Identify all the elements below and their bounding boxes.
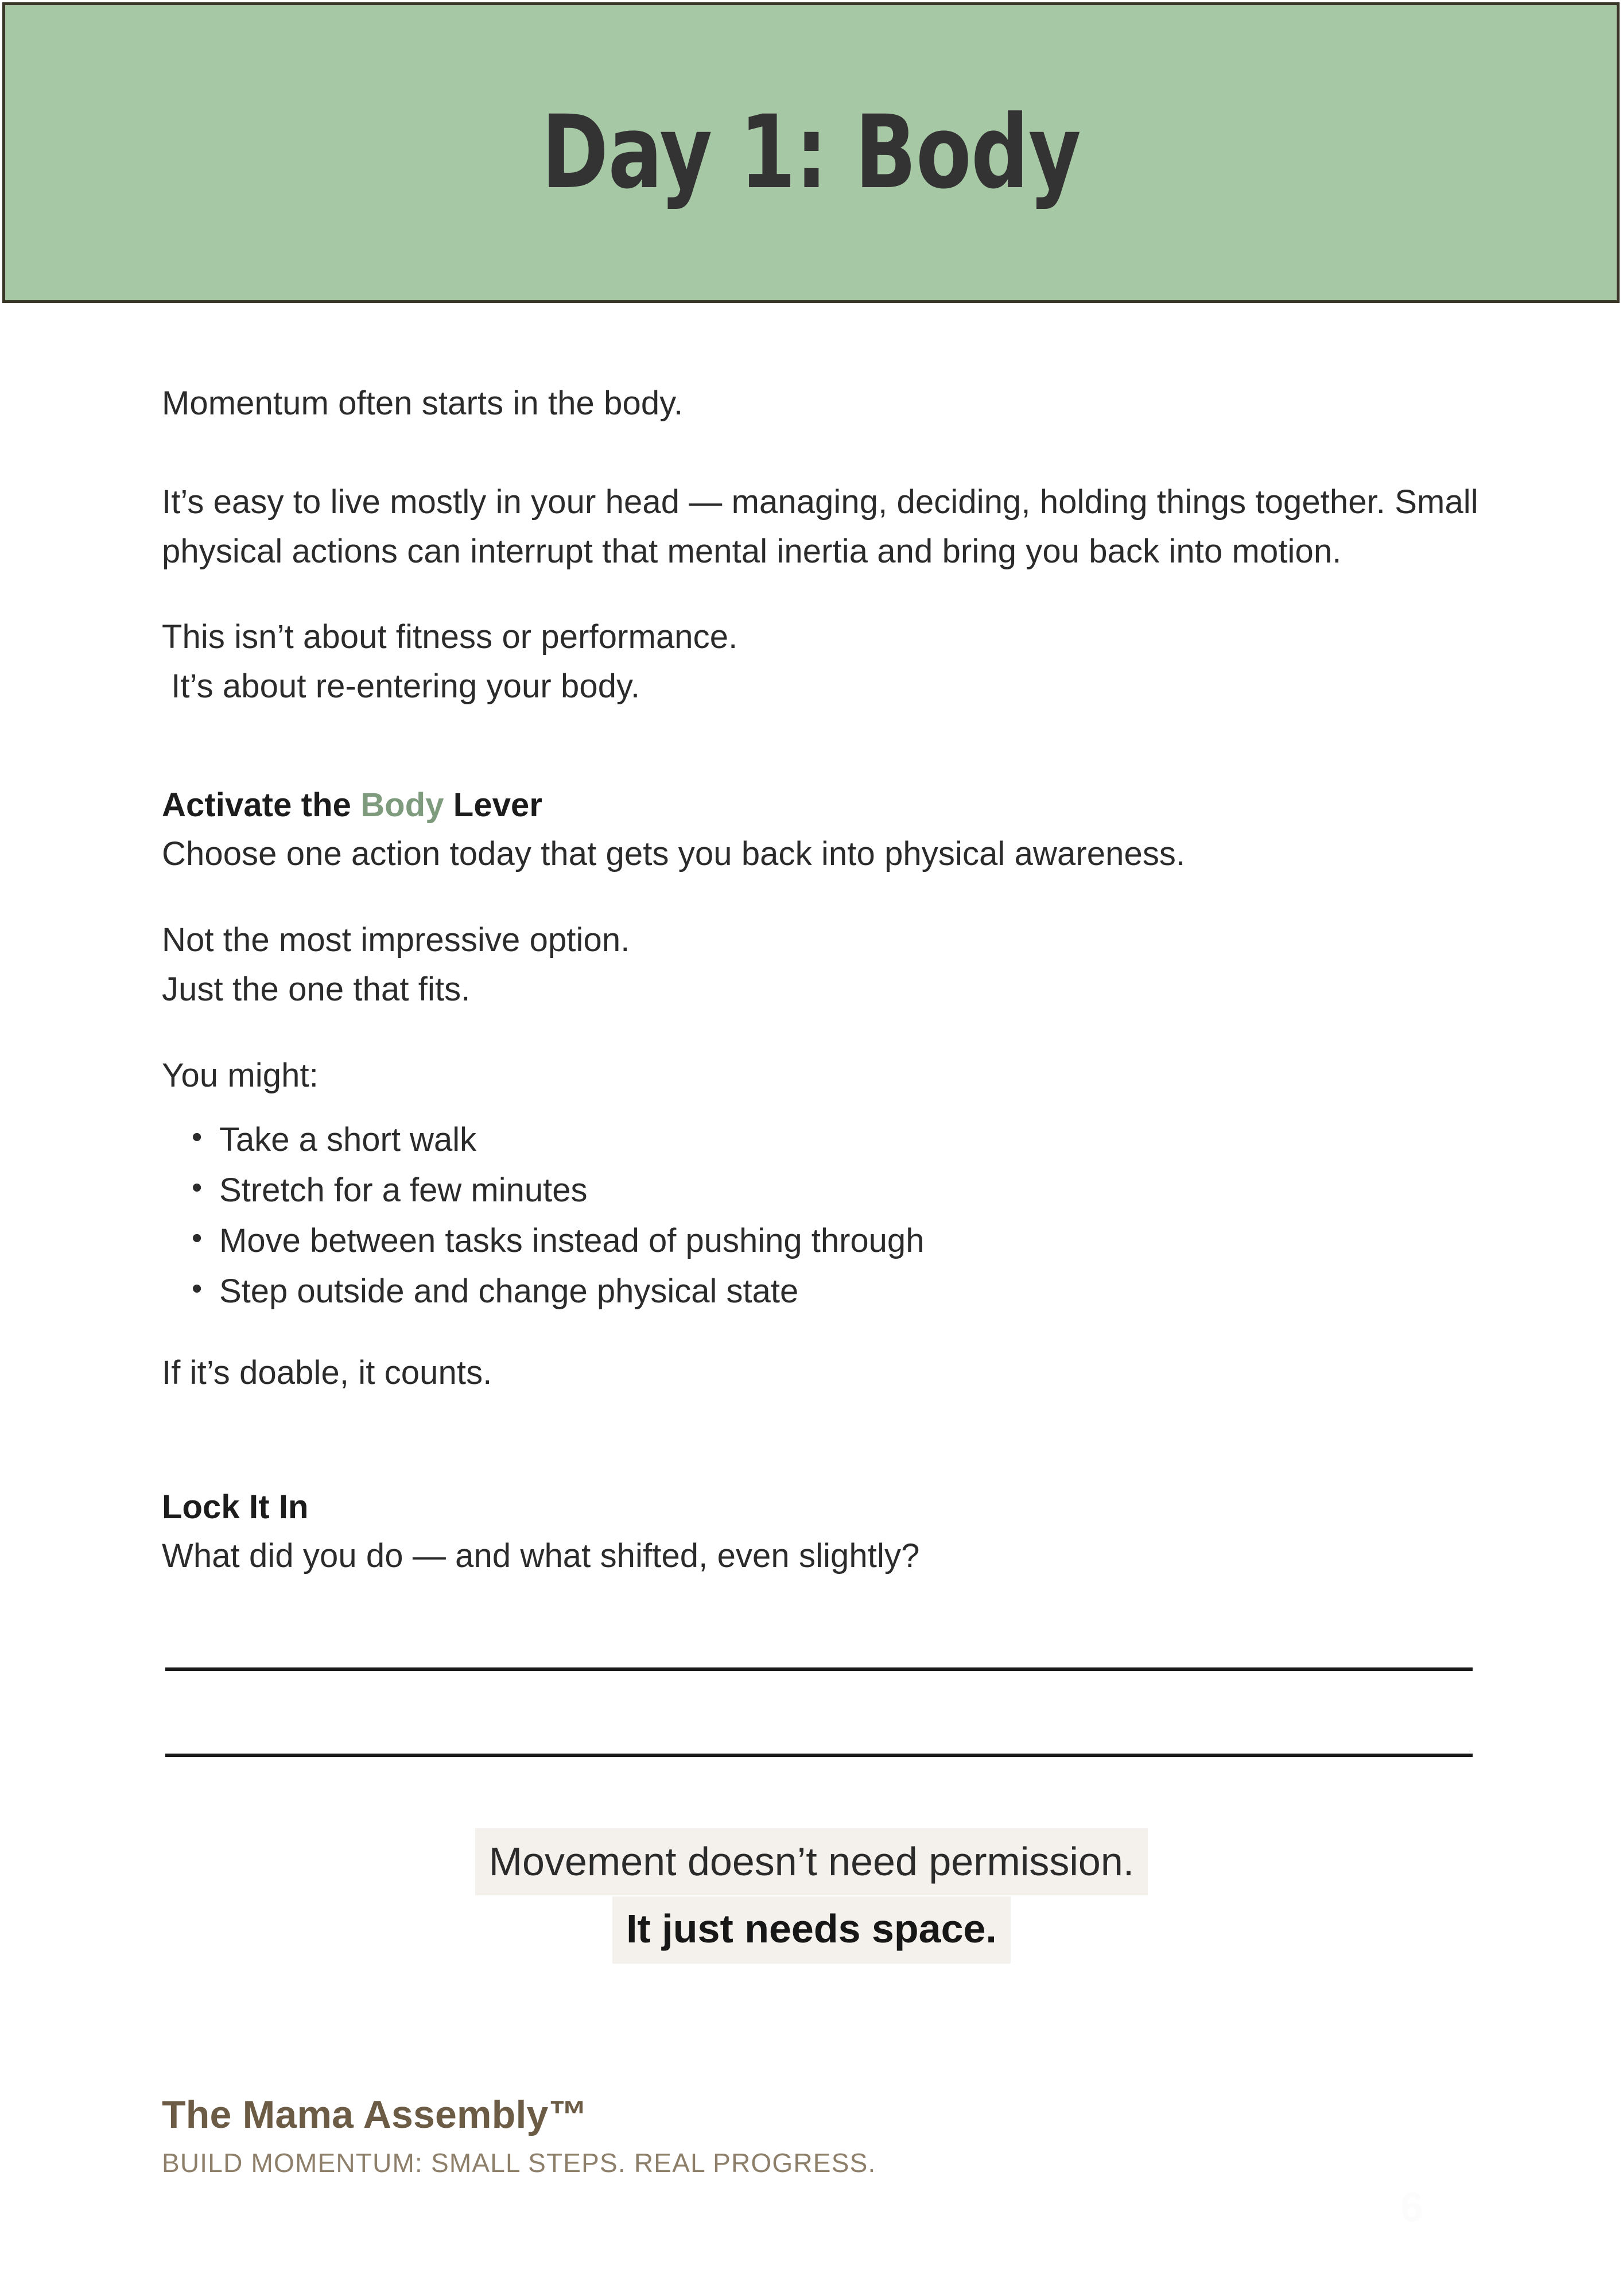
list-item: • Move between tasks instead of pushing through xyxy=(162,1224,1482,1258)
spacer xyxy=(162,1397,1482,1483)
page-title: Day 1: Body xyxy=(541,94,1081,211)
intro-paragraph-2: It’s easy to live mostly in your head — managing, deciding, holding things together. Small physical actions can interrupt that mental inertia and bring you back into motion. xyxy=(162,483,1478,570)
activate-heading-prefix: Activate the xyxy=(162,786,361,824)
intro-paragraph-3-line-2: It’s about re-entering your body. xyxy=(162,668,640,705)
lock-it-in-prompt: What did you do — and what shifted, even slightly? xyxy=(162,1537,920,1575)
list-item: • Take a short walk xyxy=(162,1123,1482,1157)
activate-prompt: You might: xyxy=(162,1056,319,1094)
spacer xyxy=(162,1100,1482,1123)
spacer xyxy=(162,1014,1482,1051)
brand-name: The Mama Assembly™ xyxy=(162,2093,588,2136)
activate-note-line-1: Not the most impressive option. xyxy=(162,921,630,959)
page-footer xyxy=(162,2089,876,2182)
activate-note-line-2: Just the one that fits. xyxy=(162,970,471,1008)
quote-line-2: It just needs space. xyxy=(612,1896,1011,1964)
quote-line-1: Movement doesn’t need permission. xyxy=(475,1828,1148,1895)
list-item: • Stretch for a few minutes xyxy=(162,1174,1482,1207)
page-number: 6 xyxy=(1400,2185,1424,2231)
intro-paragraph-3-line-1: This isn’t about fitness or performance. xyxy=(162,618,738,656)
document-content xyxy=(162,379,1482,1581)
activate-heading-suffix: Lever xyxy=(444,786,543,824)
activate-heading-accent: Body xyxy=(360,786,444,824)
activate-lever-heading xyxy=(162,781,1482,829)
page-header-band xyxy=(2,2,1620,303)
activate-options-list xyxy=(162,1120,1482,1310)
quote-block xyxy=(0,1828,1623,1964)
spacer xyxy=(162,1325,1482,1348)
intro-paragraph-1: Momentum often starts in the body. xyxy=(162,385,684,422)
list-item: • Step outside and change physical state xyxy=(162,1275,1482,1308)
answer-line-1[interactable] xyxy=(165,1667,1473,1671)
spacer xyxy=(162,428,1482,478)
spacer xyxy=(162,576,1482,612)
brand-tagline: BUILD MOMENTUM: SMALL STEPS. REAL PROGRESS. xyxy=(162,2148,876,2178)
spacer xyxy=(162,879,1482,916)
lock-it-in-heading: Lock It In xyxy=(162,1488,309,1526)
spacer xyxy=(162,711,1482,781)
answer-line-2[interactable] xyxy=(165,1754,1473,1757)
activate-subtitle: Choose one action today that gets you back into physical awareness. xyxy=(162,835,1186,873)
activate-closing: If it’s doable, it counts. xyxy=(162,1353,492,1391)
